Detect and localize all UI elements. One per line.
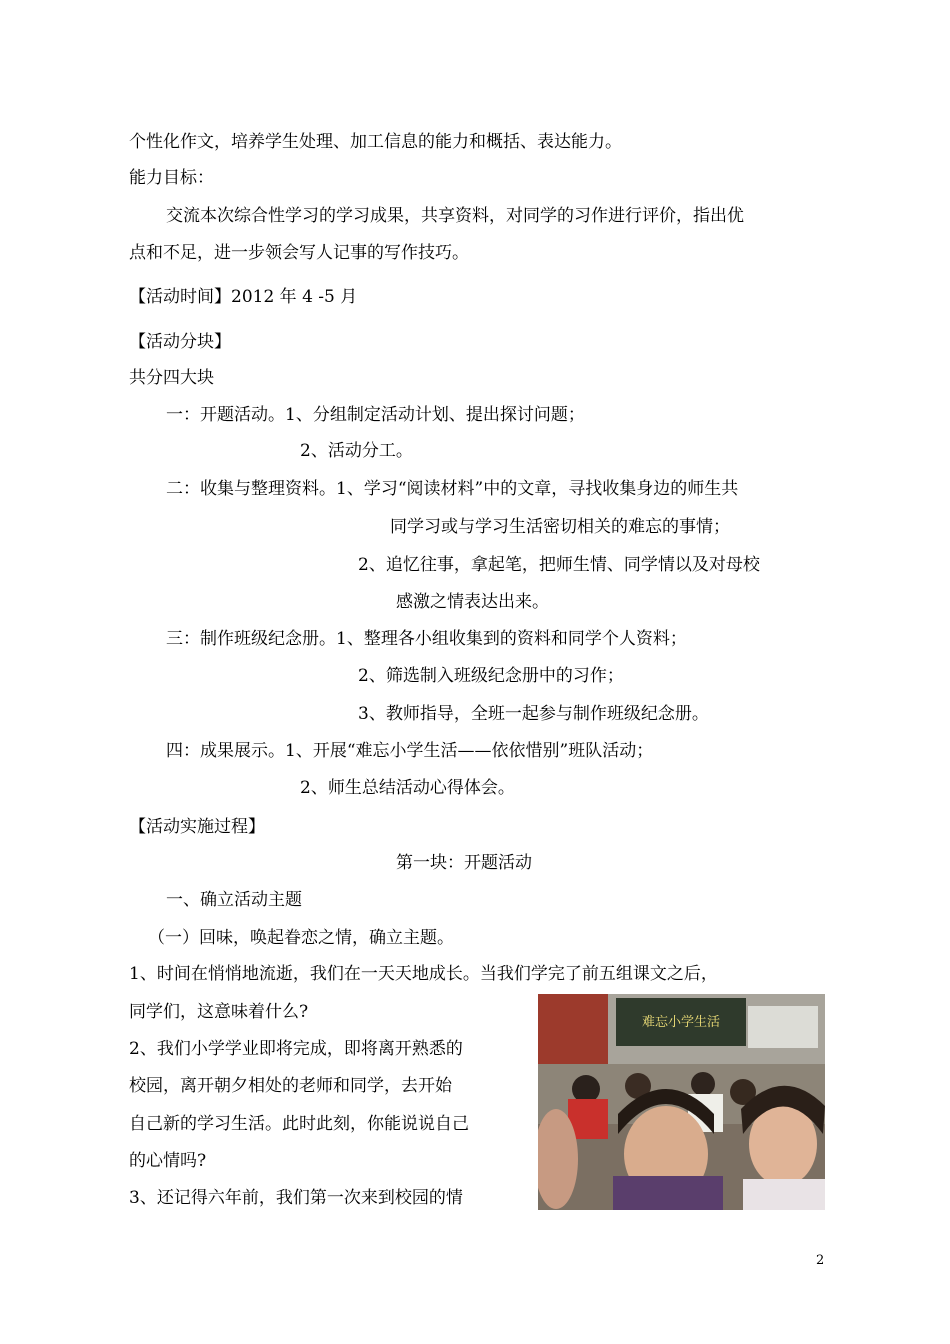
classroom-photo bbox=[538, 994, 825, 1210]
banner-text: 难忘小学生活 bbox=[641, 1015, 721, 1030]
page-number: 2 bbox=[816, 1253, 825, 1268]
line-8: 2、活动分工。 bbox=[300, 441, 413, 461]
line-15: 3、教师指导，全班一起参与制作班级纪念册。 bbox=[358, 704, 709, 724]
line-21: （一）回味，唤起眷恋之情，确立主题。 bbox=[148, 928, 454, 948]
line-16: 四：成果展示。1、开展“难忘小学生活——依依惜别”班队活动； bbox=[166, 741, 654, 761]
line-2: 交流本次综合性学习的学习成果，共享资料，对同学的习作进行评价，指出优 bbox=[166, 206, 744, 226]
line-25: 校园，离开朝夕相处的老师和同学，去开始 bbox=[129, 1076, 452, 1096]
line-3: 点和不足，进一步领会写人记事的写作技巧。 bbox=[129, 243, 469, 263]
line-5: 【活动分块】 bbox=[129, 332, 231, 352]
line-17: 2、师生总结活动心得体会。 bbox=[300, 778, 515, 798]
line-18: 【活动实施过程】 bbox=[129, 817, 265, 837]
line-12: 感激之情表达出来。 bbox=[396, 592, 549, 612]
line-10: 同学习或与学习生活密切相关的难忘的事情； bbox=[390, 517, 730, 537]
line-20: 一、确立活动主题 bbox=[166, 890, 302, 910]
line-11: 2、追忆往事，拿起笔，把师生情、同学情以及对母校 bbox=[358, 555, 760, 575]
line-14: 2、筛选制入班级纪念册中的习作； bbox=[358, 666, 624, 686]
line-4: 【活动时间】2012 年 4 -5 月 bbox=[129, 287, 358, 307]
line-9: 二：收集与整理资料。1、学习“阅读材料”中的文章，寻找收集身边的师生共 bbox=[166, 479, 739, 499]
line-7: 一：开题活动。1、分组制定活动计划、提出探讨问题； bbox=[166, 405, 585, 425]
line-6: 共分四大块 bbox=[129, 368, 214, 388]
line-22: 1、时间在悄悄地流逝，我们在一天天地成长。当我们学完了前五组课文之后， bbox=[129, 964, 718, 984]
line-1: 能力目标： bbox=[129, 168, 214, 188]
line-23: 同学们，这意味着什么? bbox=[129, 1002, 309, 1022]
line-13: 三：制作班级纪念册。1、整理各小组收集到的资料和同学个人资料； bbox=[166, 629, 687, 649]
line-24: 2、我们小学学业即将完成，即将离开熟悉的 bbox=[129, 1039, 463, 1059]
line-26: 自己新的学习生活。此时此刻，你能说说自己 bbox=[129, 1114, 469, 1134]
line-0: 个性化作文，培养学生处理、加工信息的能力和概括、表达能力。 bbox=[129, 132, 622, 152]
line-27: 的心情吗? bbox=[129, 1151, 207, 1171]
line-28: 3、还记得六年前，我们第一次来到校园的情 bbox=[129, 1188, 463, 1208]
line-19: 第一块：开题活动 bbox=[396, 853, 532, 873]
